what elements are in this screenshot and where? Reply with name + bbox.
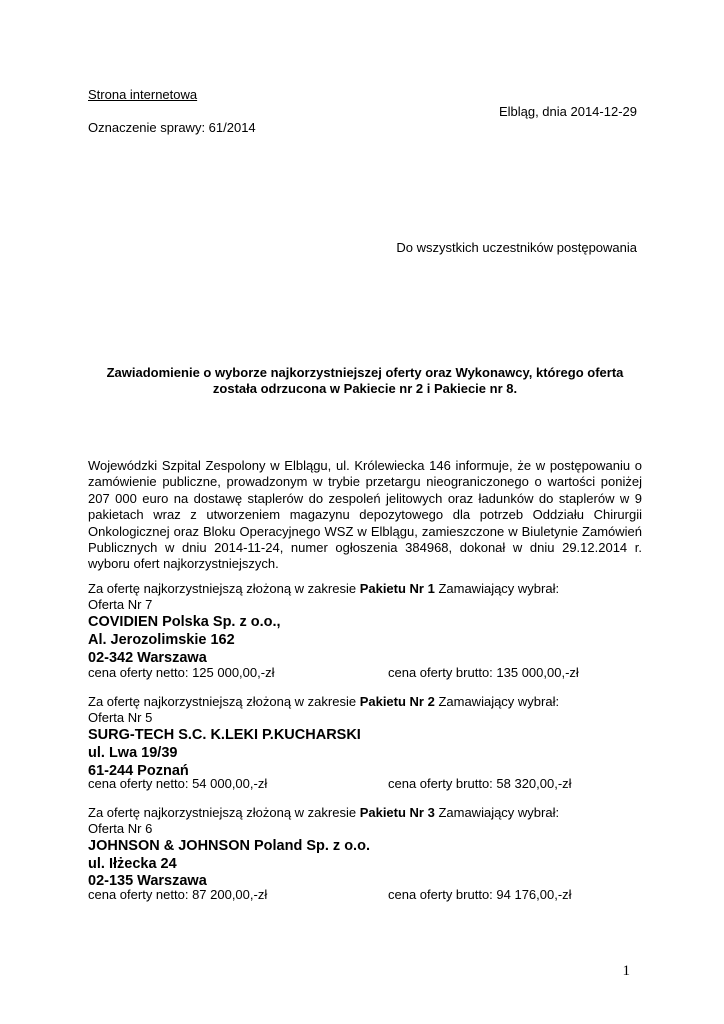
selection-suffix: Zamawiający wybrał:	[434, 694, 560, 709]
title-line-1: Zawiadomienie o wyborze najkorzystniejszej oferty oraz Wykonawcy, którego oferta	[106, 365, 624, 380]
net-price: cena oferty netto: 87 200,00,-zł	[88, 887, 268, 902]
company-city: 02-342 Warszawa	[88, 650, 207, 666]
net-price: cena oferty netto: 54 000,00,-zł	[88, 776, 268, 791]
offer-number: Oferta Nr 7	[88, 597, 153, 612]
package-label: Pakietu Nr 1	[359, 581, 435, 596]
selection-suffix: Zamawiający wybrał:	[434, 581, 560, 596]
company-city: 61-244 Poznań	[88, 763, 189, 779]
net-price: cena oferty netto: 125 000,00,-zł	[88, 665, 275, 680]
city-date: Elbląg, dnia 2014-12-29	[498, 104, 637, 119]
package-label: Pakietu Nr 2	[359, 694, 435, 709]
document-title	[88, 365, 642, 397]
company-name: COVIDIEN Polska Sp. z o.o.,	[88, 614, 281, 630]
gross-price: cena oferty brutto: 58 320,00,-zł	[388, 776, 572, 791]
recipient-line: Do wszystkich uczestników postępowania	[396, 240, 637, 255]
case-reference: Oznaczenie sprawy: 61/2014	[88, 120, 256, 135]
offer-number: Oferta Nr 6	[88, 821, 153, 836]
selection-sentence	[88, 805, 559, 821]
website-label: Strona internetowa	[88, 87, 198, 102]
company-name: JOHNSON & JOHNSON Poland Sp. z o.o.	[88, 838, 370, 854]
company-street: Al. Jerozolimskie 162	[88, 632, 235, 648]
selection-suffix: Zamawiający wybrał:	[434, 805, 560, 820]
selection-prefix: Za ofertę najkorzystniejszą złożoną w zakresie	[88, 805, 360, 820]
title-line-2: została odrzucona w Pakiecie nr 2 i Pakiecie nr 8.	[212, 381, 518, 396]
package-label: Pakietu Nr 3	[359, 805, 435, 820]
company-street: ul. Iłżecka 24	[88, 856, 177, 872]
selection-sentence	[88, 581, 559, 597]
gross-price: cena oferty brutto: 135 000,00,-zł	[388, 665, 579, 680]
offer-number: Oferta Nr 5	[88, 710, 153, 725]
gross-price: cena oferty brutto: 94 176,00,-zł	[388, 887, 572, 902]
selection-prefix: Za ofertę najkorzystniejszą złożoną w zakresie	[88, 694, 360, 709]
selection-sentence	[88, 694, 559, 710]
intro-paragraph: Wojewódzki Szpital Zespolony w Elblągu, ul. Królewiecka 146 informuje, że w postępowaniu o zamówienie publiczne, prowadzonym w trybie przetargu nieograniczonego o wartości poniżej 207 000 euro na dostawę staplerów do zespoleń jelitowych oraz ładunków do staplerów w 9 pakietach wraz z utworzeniem magazynu depozytowego dla potrzeb Oddziału Chirurgii Onkologicznej oraz Bloku Operacyjnego WSZ w Elblągu, zamieszczone w Biuletynie Zamówień Publicznych w dniu 2014-11-24, numer ogłoszenia 384968, dokonał w dniu 29.12.2014 r. wyboru ofert najkorzystniejszych.	[88, 458, 642, 572]
company-street: ul. Lwa 19/39	[88, 745, 178, 761]
selection-prefix: Za ofertę najkorzystniejszą złożoną w zakresie	[88, 581, 360, 596]
page-number: 1	[622, 963, 630, 979]
company-city: 02-135 Warszawa	[88, 873, 207, 889]
company-name: SURG-TECH S.C. K.LEKI P.KUCHARSKI	[88, 727, 361, 743]
